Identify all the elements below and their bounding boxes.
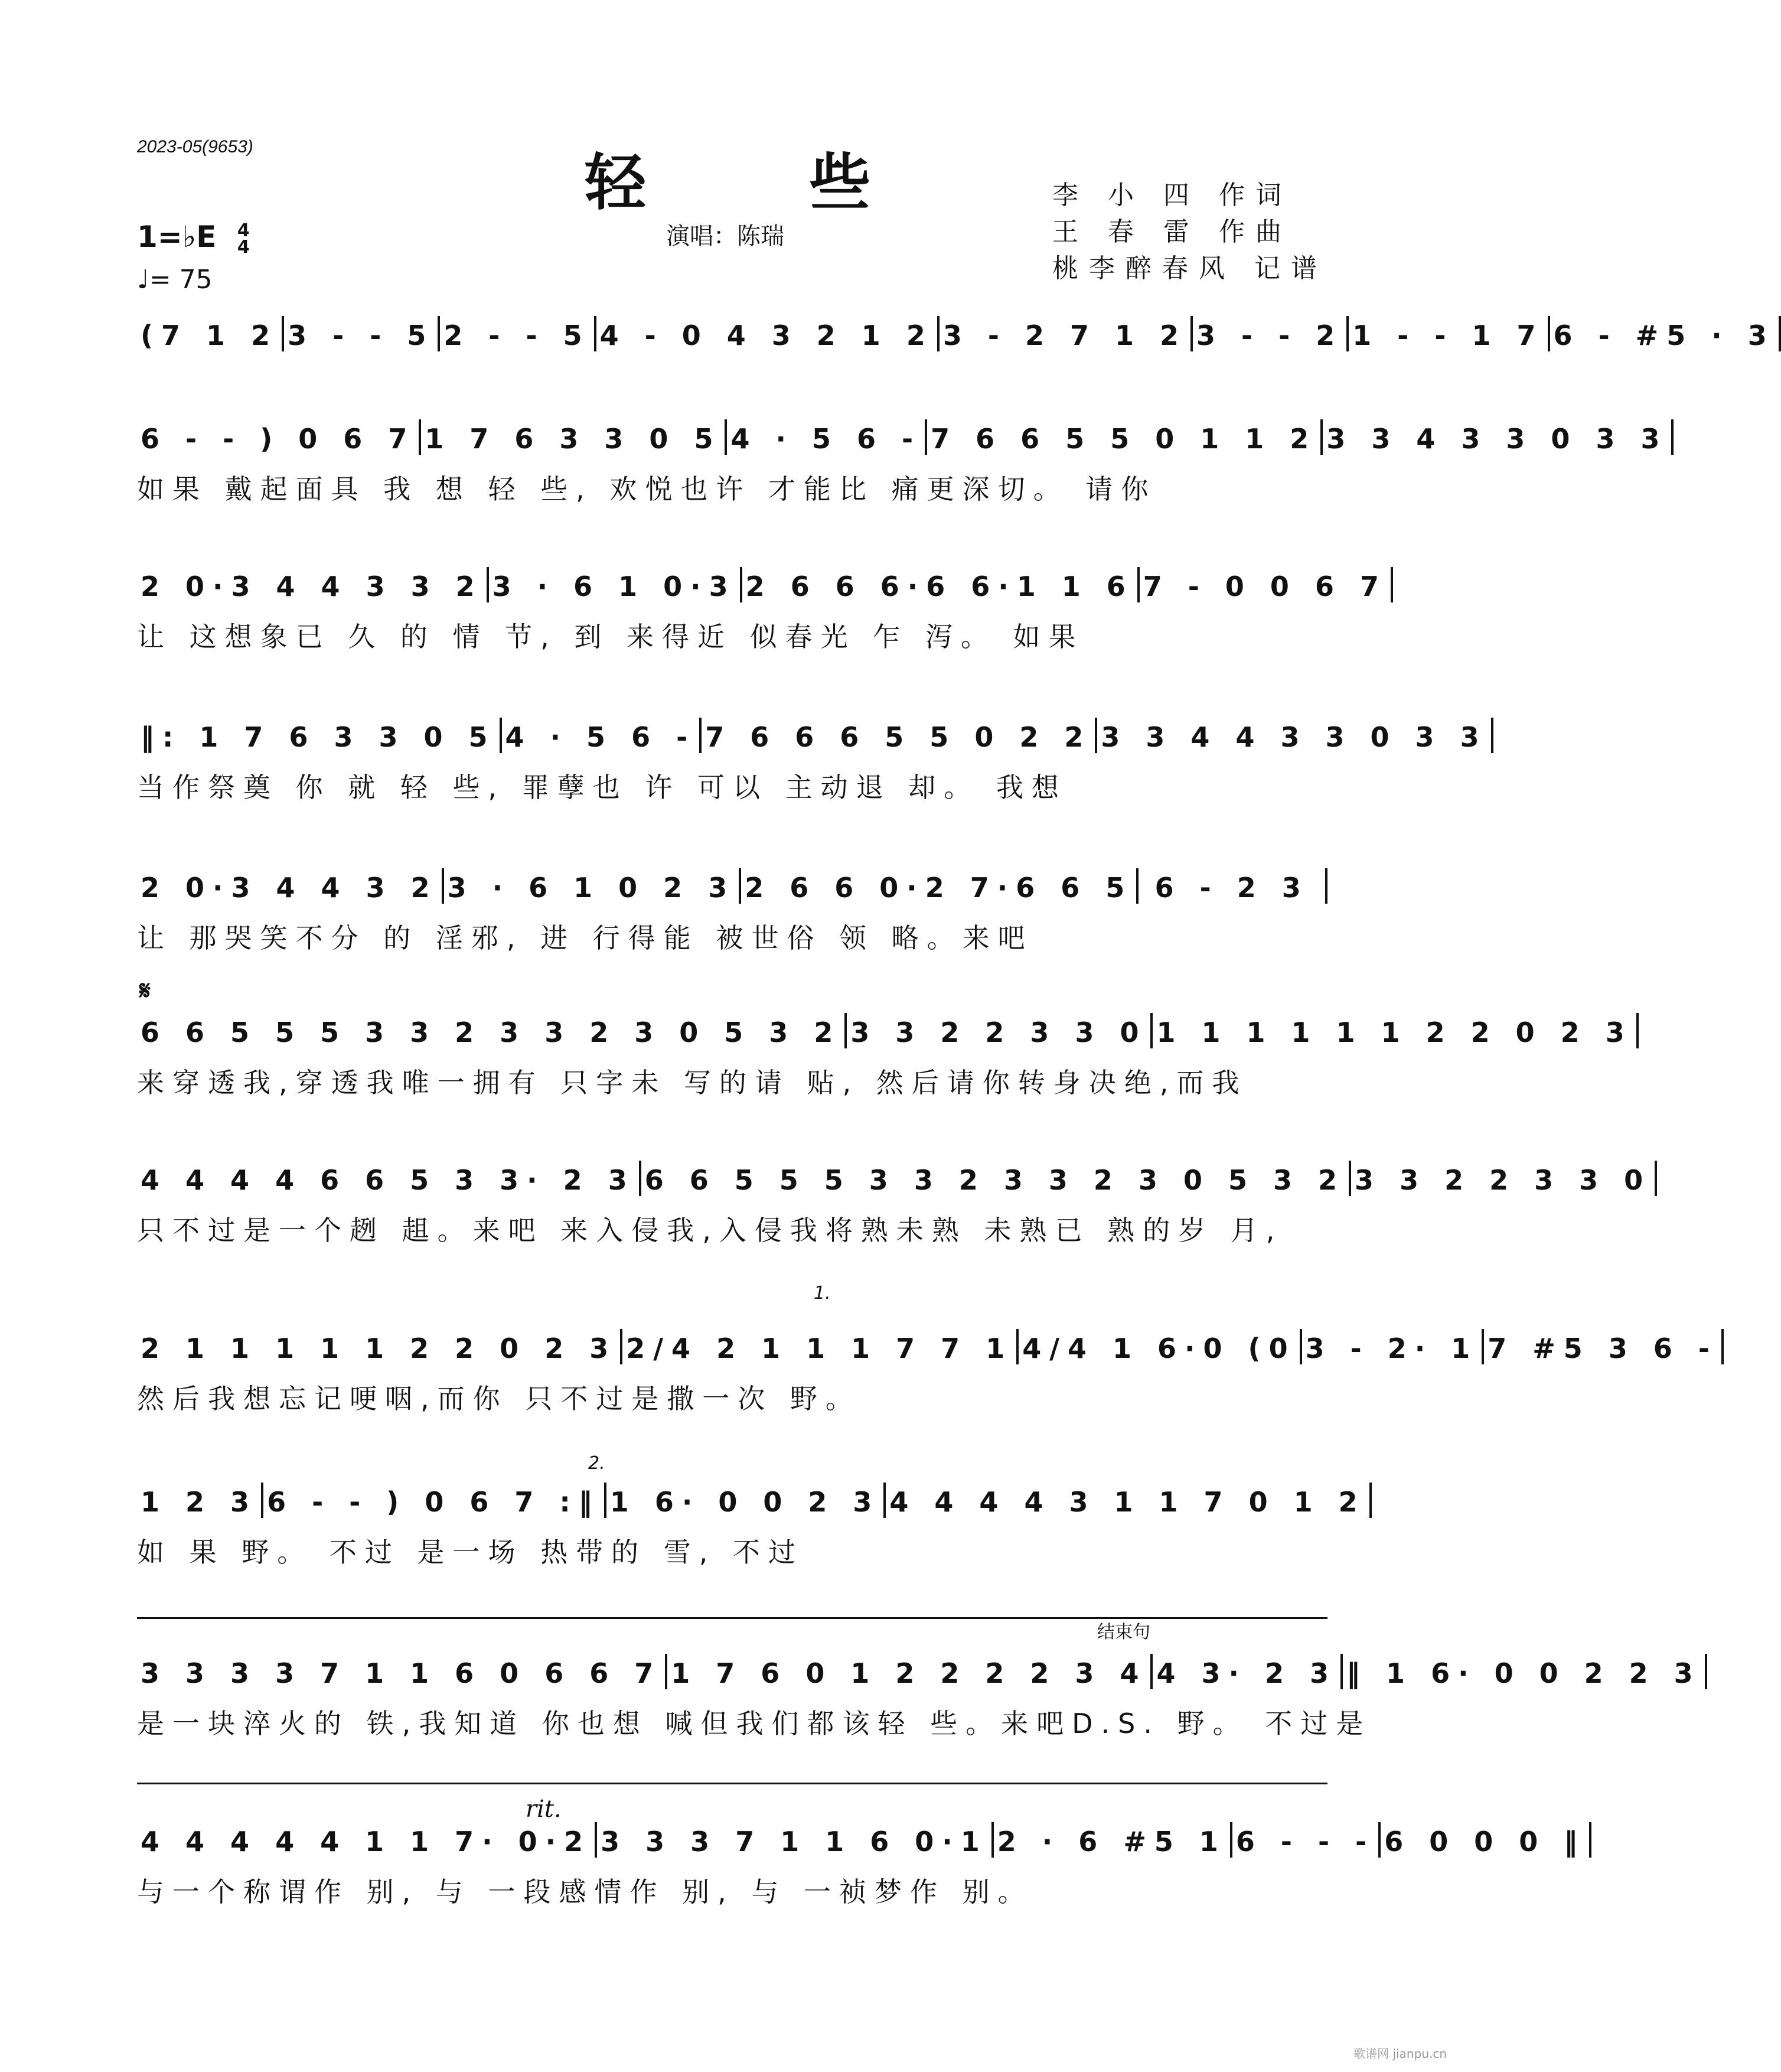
measure: 2 6 6 0·2 7·6 6 5 <box>745 872 1133 904</box>
lyric-line: 然后我想忘记哽咽,而你 只不过是撒一次 野。 <box>137 1383 861 1415</box>
measure: 3 3 3 7 1 1 6 0·1 <box>601 1826 988 1858</box>
time-sig-top: 4 <box>237 220 250 241</box>
score-system <box>137 1323 1718 1415</box>
measure: 6 6 5 5 5 3 3 2 3 3 2 3 0 5 3 2 <box>141 1017 841 1048</box>
measure: 4 3· 2 3 <box>1156 1657 1338 1689</box>
score-system <box>137 1816 1586 1908</box>
segno-mark: 𝄋 <box>139 976 151 1006</box>
measure: 2 - - 5 <box>443 320 591 351</box>
notation-line <box>137 1007 1633 1048</box>
measure: 3 3 3 3 7 1 1 6 0 6 6 7 <box>141 1657 662 1689</box>
measure: 4 4 4 4 3 1 1 7 0 1 2 <box>889 1486 1366 1518</box>
lyric-line: 让 那哭笑不分 的 淫邪, 进 行得能 被世俗 领 略。来吧 <box>137 922 1033 954</box>
notation-line <box>137 310 1775 351</box>
measure: 3 3 2 2 3 3 0 <box>850 1017 1147 1048</box>
measure: 1 1 1 1 1 1 2 2 0 2 3 <box>1156 1017 1633 1048</box>
lyric-line: 让 这想象已 久 的 情 节, 到 来得近 似春光 乍 泻。 如果 <box>137 621 1084 653</box>
notation-line <box>137 862 1327 904</box>
measure: (7 1 2 <box>141 320 279 351</box>
measure: 7 #5 3 6 - <box>1488 1333 1718 1364</box>
lyric-line: 如 果 野。 不过 是一场 热带的 雪, 不过 <box>137 1536 804 1568</box>
measure: 3 · 6 1 0 2 3 <box>447 872 736 904</box>
lyric-line: 是一块淬火的 铁,我知道 你也想 喊但我们都该轻 些。来吧D.S. 野。 不过是 <box>137 1708 1372 1739</box>
measure: 4/4 1 6·0 (0 <box>1022 1333 1296 1364</box>
coda-label: 结束句 <box>1097 1622 1150 1643</box>
volta-2-label: 2. <box>588 1453 605 1474</box>
measure: 2 6 6 6·6 6·1 1 6 <box>745 571 1134 602</box>
measure: 1 - - 1 7 <box>1352 320 1544 351</box>
measure: 3 - - 5 <box>288 320 435 351</box>
key-label: 1=♭E <box>137 220 217 254</box>
measure: 6 - - ) 0 6 7 <box>141 423 416 455</box>
measure: 7 6 6 6 5 5 0 2 2 <box>705 721 1092 753</box>
rit-marking: rit. <box>526 1796 562 1823</box>
score-system <box>137 1648 1701 1740</box>
watermark: 歌谱网 jianpu.cn <box>1353 2047 1447 2061</box>
barline <box>1391 567 1393 602</box>
measure: 1 6· 0 0 2 3 <box>609 1486 880 1518</box>
score-system <box>137 862 1327 954</box>
notation-line <box>137 1648 1701 1689</box>
measure: 4 4 4 4 4 1 1 7· 0·2 <box>141 1826 592 1858</box>
score-system <box>137 310 1775 402</box>
time-signature <box>237 220 250 258</box>
notation-line <box>137 1155 1652 1196</box>
measure: 2 1 1 1 1 1 2 2 0 2 3 <box>141 1333 617 1364</box>
measure: 4 · 5 6 - <box>730 423 922 455</box>
barline <box>1705 1654 1707 1689</box>
measure: 6 - 2 3 <box>1154 872 1309 904</box>
barline <box>1671 419 1674 455</box>
measure: 2 0·3 4 4 3 2 <box>141 872 438 904</box>
measure: 3 3 4 3 3 0 3 3 <box>1326 423 1668 455</box>
measure: 3 - - 2 <box>1196 320 1343 351</box>
measure: 6 - #5 · 3 <box>1553 320 1775 351</box>
score-code: 2023-05(9653) <box>137 137 253 157</box>
measure: 1 7 6 0 1 2 2 2 2 3 4 <box>671 1657 1147 1689</box>
measure: 4 · 5 6 - <box>505 721 696 753</box>
measure: 2 · 6 #5 1 <box>997 1826 1227 1858</box>
barline <box>1636 1013 1639 1048</box>
measure: 4 - 0 4 3 2 1 2 <box>599 320 934 351</box>
song-title: 轻 些 <box>585 146 942 219</box>
notation-line <box>137 1477 1366 1518</box>
notation-line <box>137 413 1668 455</box>
score-system <box>137 712 1488 804</box>
lyric-line: 来穿透我,穿透我唯一拥有 只字未 写的请 贴, 然后请你转身决绝,而我 <box>137 1067 1248 1099</box>
barline <box>1589 1822 1591 1858</box>
section-line <box>137 1783 1327 1784</box>
measure: 3 - 2 7 1 2 <box>942 320 1188 351</box>
measure: 6 0 0 0 ‖ <box>1384 1826 1586 1858</box>
measure: 3 · 6 1 0·3 <box>492 571 736 602</box>
barline <box>1655 1161 1657 1196</box>
score-system <box>137 1155 1652 1247</box>
tempo-marking: ♩= 75 <box>137 265 213 295</box>
score-system <box>137 1477 1366 1569</box>
barline <box>1325 868 1327 904</box>
credits-block <box>1052 177 1327 287</box>
barline <box>1491 718 1493 753</box>
measure: 2/4 2 1 1 1 7 7 1 <box>626 1333 1013 1364</box>
barline <box>1779 316 1781 351</box>
lyric-line: 如果 戴起面具 我 想 轻 些, 欢悦也许 才能比 痛更深切。 请你 <box>137 473 1157 505</box>
lyric-line <box>137 364 1327 402</box>
key-signature <box>137 220 250 256</box>
score-system <box>137 413 1668 506</box>
lyric-line: 当作祭奠 你 就 轻 些, 罪孽也 许 可以 主动退 却。 我想 <box>137 771 1067 803</box>
score-system <box>137 1007 1633 1099</box>
measure: 3 3 2 2 3 3 0 <box>1355 1164 1652 1196</box>
notation-line <box>137 1323 1718 1364</box>
lyricist-credit: 李 小 四 作词 <box>1052 180 1292 210</box>
measure: 7 - 0 0 6 7 <box>1143 571 1387 602</box>
measure: 3 - 2· 1 <box>1305 1333 1479 1364</box>
measure: 3 3 4 4 3 3 0 3 3 <box>1101 721 1488 753</box>
measure: 6 6 5 5 5 3 3 2 3 3 2 3 0 5 3 2 <box>644 1164 1346 1196</box>
section-line <box>137 1617 1327 1619</box>
barline <box>1721 1329 1724 1364</box>
transcriber-credit: 桃李醉春风 记谱 <box>1052 253 1327 284</box>
measure: 2 0·3 4 4 3 3 2 <box>141 571 483 602</box>
composer-credit: 王 春 雷 作曲 <box>1052 217 1292 247</box>
measure: 6 - - ) 0 6 7 :‖ <box>267 1486 601 1518</box>
volta-1-label: 1. <box>814 1283 831 1304</box>
measure: ‖: 1 7 6 3 3 0 5 <box>141 721 496 753</box>
lyric-line: 只不过是一个趔 趄。来吧 来入侵我,入侵我将熟未熟 未熟已 熟的岁 月, <box>137 1214 1283 1246</box>
notation-line <box>137 1816 1586 1858</box>
time-sig-bottom: 4 <box>237 236 250 258</box>
measure: 1 7 6 3 3 0 5 <box>425 423 722 455</box>
barline <box>1369 1483 1372 1518</box>
singer-credit: 演唱：陈瑞 <box>666 223 784 250</box>
notation-line <box>137 712 1488 753</box>
notation-line <box>137 561 1387 602</box>
lyric-line: 与一个称谓作 别, 与 一段感情作 别, 与 一祯梦作 别。 <box>137 1876 1033 1908</box>
score-system <box>137 561 1387 653</box>
measure: 7 6 6 5 5 0 1 1 2 <box>931 423 1317 455</box>
measure: 1 2 3 <box>141 1486 258 1518</box>
measure: 6 - - - <box>1235 1826 1375 1858</box>
measure: 4 4 4 4 6 6 5 3 3· 2 3 <box>141 1164 635 1196</box>
measure: ‖ 1 6· 0 0 2 2 3 <box>1346 1657 1701 1689</box>
